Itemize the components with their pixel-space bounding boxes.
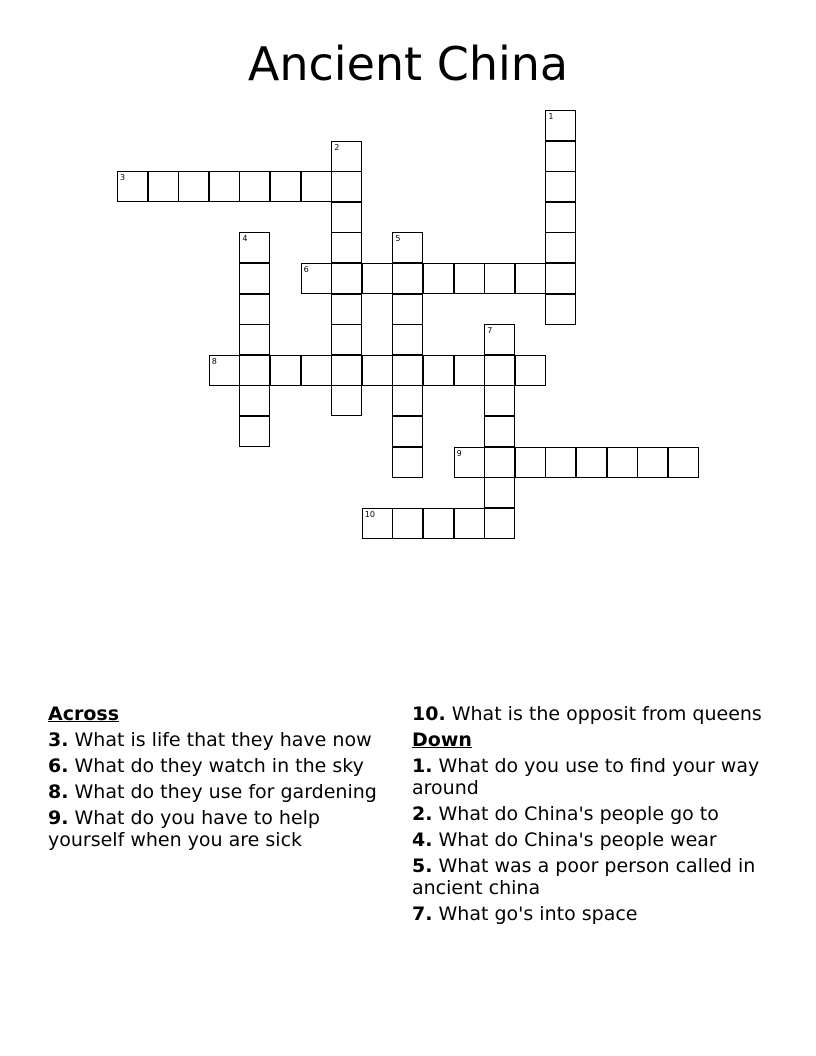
grid-cell[interactable]	[545, 141, 576, 172]
grid-cell[interactable]	[331, 263, 362, 294]
grid-cell[interactable]	[362, 263, 393, 294]
grid-cell[interactable]	[545, 171, 576, 202]
clue-number: 5	[395, 234, 401, 244]
grid-cell[interactable]	[392, 294, 423, 325]
clue-number: 3	[120, 173, 126, 183]
grid-cell[interactable]	[148, 171, 179, 202]
grid-cell[interactable]	[392, 355, 423, 386]
clue-down-2: 2. What do China's people go to	[412, 803, 719, 825]
grid-cell[interactable]	[637, 447, 668, 478]
grid-cell[interactable]	[178, 171, 209, 202]
grid-cell[interactable]	[423, 263, 454, 294]
grid-cell[interactable]	[239, 385, 270, 416]
grid-cell[interactable]	[239, 232, 270, 263]
grid-cell[interactable]	[331, 385, 362, 416]
across-heading: Across	[48, 703, 120, 725]
grid-cell[interactable]	[392, 324, 423, 355]
grid-cell[interactable]	[331, 202, 362, 233]
clue-down-5: 5. What was a poor person called in ancient china	[412, 855, 756, 899]
clue-across-6: 6. What do they watch in the sky	[48, 755, 364, 777]
grid-cell[interactable]	[668, 447, 699, 478]
grid-cell[interactable]	[484, 355, 515, 386]
clue-down-7: 7. What go's into space	[412, 903, 638, 925]
clue-number: 4	[242, 234, 248, 244]
grid-cell[interactable]	[117, 171, 148, 202]
clue-across-10: 10. What is the opposit from queens	[412, 703, 762, 725]
grid-cell[interactable]	[392, 508, 423, 539]
grid-cell[interactable]	[545, 110, 576, 141]
clue-number: 1	[548, 112, 554, 121]
grid-cell[interactable]	[484, 447, 515, 478]
grid-cell[interactable]	[392, 232, 423, 263]
grid-cell[interactable]	[454, 355, 485, 386]
grid-cell[interactable]	[454, 263, 485, 294]
grid-cell[interactable]	[423, 508, 454, 539]
clue-across-9: 9. What do you have to help yourself when you are sick	[48, 807, 320, 851]
grid-cell[interactable]	[484, 263, 515, 294]
clue-number: 7	[487, 326, 493, 336]
grid-cell[interactable]	[392, 263, 423, 294]
clue-number: 10	[364, 509, 375, 519]
grid-cell[interactable]	[515, 447, 546, 478]
clues-right-column	[412, 703, 772, 929]
grid-cell[interactable]	[331, 171, 362, 202]
clue-across-3: 3. What is life that they have now	[48, 729, 372, 751]
grid-cell[interactable]	[331, 355, 362, 386]
grid-cell[interactable]	[423, 355, 454, 386]
grid-cell[interactable]	[545, 232, 576, 263]
grid-cell[interactable]	[239, 416, 270, 447]
grid-cell[interactable]	[576, 447, 607, 478]
grid-cell[interactable]	[607, 447, 638, 478]
clue-down-4: 4. What do China's people wear	[412, 829, 717, 851]
grid-cell[interactable]	[301, 171, 332, 202]
grid-cell[interactable]	[545, 263, 576, 294]
grid-cell[interactable]	[545, 202, 576, 233]
grid-cell[interactable]	[331, 232, 362, 263]
grid-cell[interactable]	[331, 141, 362, 172]
grid-cell[interactable]	[239, 263, 270, 294]
grid-cell[interactable]	[239, 294, 270, 325]
down-heading: Down	[412, 729, 472, 751]
grid-cell[interactable]	[484, 477, 515, 508]
grid-cell[interactable]	[301, 355, 332, 386]
grid-cell[interactable]	[270, 171, 301, 202]
grid-cell[interactable]	[392, 447, 423, 478]
grid-cell[interactable]	[239, 171, 270, 202]
clue-number: 2	[334, 142, 340, 152]
grid-cell[interactable]	[484, 324, 515, 355]
grid-cell[interactable]	[392, 385, 423, 416]
grid-cell[interactable]	[515, 263, 546, 294]
clue-number: 8	[211, 356, 217, 366]
clue-across-8: 8. What do they use for gardening	[48, 781, 377, 803]
grid-cell[interactable]	[209, 171, 240, 202]
grid-cell[interactable]	[454, 447, 485, 478]
clue-number: 6	[303, 265, 309, 274]
grid-cell[interactable]	[331, 294, 362, 325]
clue-down-1: 1. What do you use to find your way around	[412, 755, 760, 799]
grid-cell[interactable]	[362, 355, 393, 386]
grid-cell[interactable]	[239, 324, 270, 355]
grid-cell[interactable]	[484, 508, 515, 539]
grid-cell[interactable]	[239, 355, 270, 386]
grid-cell[interactable]	[209, 355, 240, 386]
grid-cell[interactable]	[545, 294, 576, 325]
grid-cell[interactable]	[515, 355, 546, 386]
grid-cell[interactable]	[362, 508, 393, 539]
clue-number: 9	[456, 448, 462, 458]
grid-cell[interactable]	[484, 385, 515, 416]
grid-cell[interactable]	[392, 416, 423, 447]
grid-cell[interactable]	[484, 416, 515, 447]
clues-left-column	[48, 703, 378, 855]
grid-cell[interactable]	[270, 355, 301, 386]
grid-cell[interactable]	[454, 508, 485, 539]
grid-cell[interactable]	[331, 324, 362, 355]
page-title: Ancient China	[247, 37, 569, 91]
grid-cell[interactable]	[545, 447, 576, 478]
grid-cell[interactable]	[301, 263, 332, 294]
